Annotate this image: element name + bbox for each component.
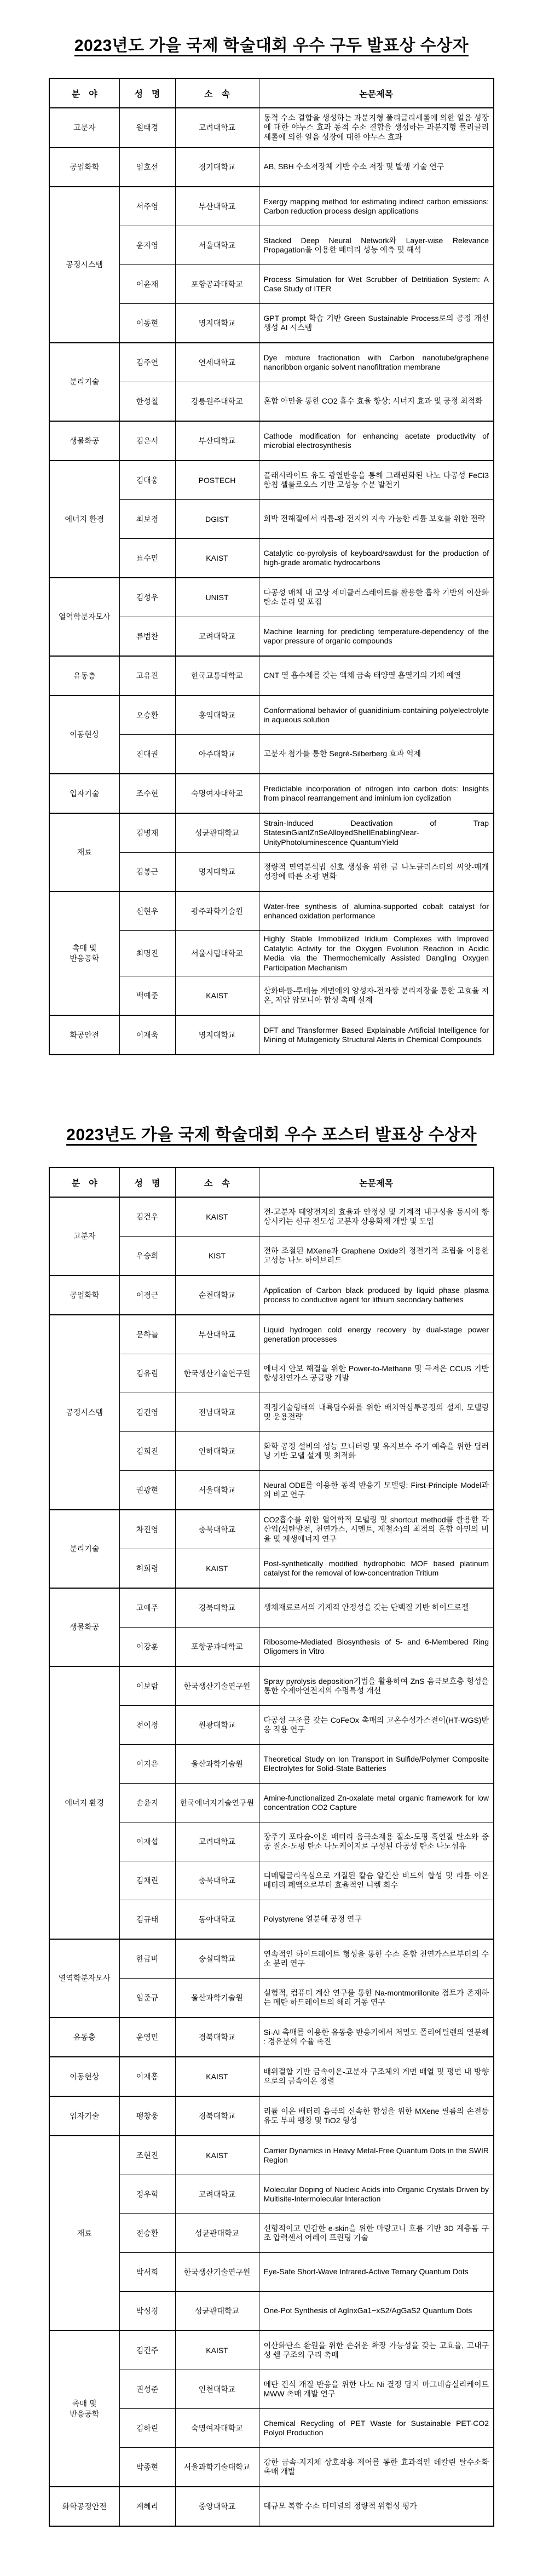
field-cell: 고분자 xyxy=(49,108,119,147)
name-cell: 고예주 xyxy=(119,1588,175,1628)
paper-title-column-header: 논문제목 xyxy=(259,1168,494,1197)
affiliation-cell: 경북대학교 xyxy=(175,1588,259,1628)
affiliation-cell: 한국에너지기술연구원 xyxy=(175,1784,259,1822)
name-column-header: 성 명 xyxy=(119,1168,175,1197)
affiliation-cell: KAIST xyxy=(175,976,259,1016)
field-cell: 생물화공 xyxy=(49,1588,119,1666)
name-cell: 한성철 xyxy=(119,382,175,422)
poster-header-row xyxy=(49,1168,494,1197)
affiliation-cell: 동아대학교 xyxy=(175,1900,259,1940)
affiliation-column-header: 소 속 xyxy=(175,1168,259,1197)
field-cell: 재료 xyxy=(49,813,119,892)
affiliation-cell: 부산대학교 xyxy=(175,187,259,226)
name-cell: 차진영 xyxy=(119,1510,175,1549)
paper-title-cell: 다공성 구조를 갖는 CoFeOx 촉매의 고온수성가스전이(HT-WGS)반응 적용 연구 xyxy=(259,1706,494,1745)
affiliation-cell: 충북대학교 xyxy=(175,1510,259,1549)
paper-title-cell: 희박 전해질에서 리튬-황 전지의 지속 가능한 리튬 보호를 위한 전략 xyxy=(259,500,494,539)
field-cell: 재료 xyxy=(49,2136,119,2331)
table-row xyxy=(49,1588,494,1628)
name-cell: 김채린 xyxy=(119,1861,175,1900)
field-cell: 생물화공 xyxy=(49,421,119,461)
paper-title-cell: 적정기술형태의 내륙담수화를 위한 배치역삼투공정의 설계, 모델링 및 운용전략 xyxy=(259,1393,494,1432)
affiliation-cell: 서울시립대학교 xyxy=(175,931,259,976)
affiliation-cell: 서울과학기술대학교 xyxy=(175,2448,259,2487)
paper-title-cell: 동적 수소 결합을 생성하는 과분지형 폴리글리세롤에 의한 얼음 성장에 대한 야누스 효과 동적 수소 결합을 생성하는 과분지형 폴리글리세롤에 의한 얼음 성장에 대한 야누스 효과 xyxy=(259,108,494,147)
affiliation-cell: 중앙대학교 xyxy=(175,2487,259,2526)
affiliation-cell: POSTECH xyxy=(175,461,259,500)
name-cell: 팽창웅 xyxy=(119,2096,175,2136)
table-row xyxy=(49,1015,494,1055)
table-row xyxy=(49,421,494,461)
name-cell: 이보람 xyxy=(119,1666,175,1706)
table-row xyxy=(49,578,494,617)
field-cell: 열역학분자모사 xyxy=(49,1939,119,2017)
paper-title-cell: Conformational behavior of guanidinium-containing polyelectrolyte in aqueous solution xyxy=(259,695,494,735)
paper-title-cell: 전하 조절된 MXene과 Graphene Oxide의 정전기적 조립을 이용한 고성능 나노 하이브리드 xyxy=(259,1237,494,1276)
affiliation-cell: 포항공과대학교 xyxy=(175,1628,259,1667)
affiliation-cell: 명지대학교 xyxy=(175,1015,259,1055)
affiliation-cell: 순천대학교 xyxy=(175,1275,259,1315)
oral-award-table xyxy=(49,78,494,1055)
name-cell: 손윤지 xyxy=(119,1784,175,1822)
table-row xyxy=(49,1275,494,1315)
paper-title-cell: Polystyrene 열분해 공정 연구 xyxy=(259,1900,494,1940)
field-cell: 에너지 환경 xyxy=(49,461,119,578)
name-cell: 한금비 xyxy=(119,1939,175,1979)
name-cell: 박서희 xyxy=(119,2253,175,2292)
paper-title-cell: 리튬 이온 배터리 음극의 신속한 합성을 위한 MXene 필름의 손전등 유도 부피 팽창 및 TiO2 형성 xyxy=(259,2096,494,2136)
name-cell: 표수민 xyxy=(119,539,175,578)
affiliation-cell: 포항공과대학교 xyxy=(175,265,259,304)
name-cell: 오승환 xyxy=(119,695,175,735)
name-cell: 김병재 xyxy=(119,813,175,853)
affiliation-cell: 서울대학교 xyxy=(175,226,259,265)
name-cell: 김희진 xyxy=(119,1432,175,1471)
affiliation-cell: 인하대학교 xyxy=(175,1432,259,1471)
name-cell: 김건주 xyxy=(119,2331,175,2370)
name-cell: 이동현 xyxy=(119,304,175,343)
name-cell: 서주영 xyxy=(119,187,175,226)
name-cell: 김성우 xyxy=(119,578,175,617)
affiliation-cell: 광주과학기술원 xyxy=(175,892,259,931)
name-cell: 허희령 xyxy=(119,1549,175,1589)
oral-award-title: 2023년도 가을 국제 학술대회 우수 구두 발표상 수상자 xyxy=(74,37,469,55)
name-cell: 박종현 xyxy=(119,2448,175,2487)
paper-title-cell: 장주기 포타슘-이온 배터리 음극소재용 질소-도핑 흑연질 탄소와 중공 질소-도핑 탄소 나노케이지로 구성된 다공성 탄소 나노섬유 xyxy=(259,1822,494,1861)
affiliation-cell: 원광대학교 xyxy=(175,1706,259,1745)
paper-title-cell: 다공성 매체 내 고상 세미클러스레이트를 활용한 흡착 기반의 이산화탄소 분리 및 포집 xyxy=(259,578,494,617)
table-row xyxy=(49,2136,494,2175)
paper-title-cell: Application of Carbon black produced by liquid phase plasma process to conductive agent for lithium secondary batteries xyxy=(259,1275,494,1315)
field-cell: 공정시스템 xyxy=(49,1315,119,1510)
paper-title-cell: 생체재료로서의 기계적 안정성을 갖는 단백질 기반 하이드로젤 xyxy=(259,1588,494,1628)
paper-title-cell: 고분자 첨가를 통한 Segré-Silberberg 효과 억제 xyxy=(259,735,494,774)
affiliation-cell: 연세대학교 xyxy=(175,343,259,382)
affiliation-cell: 고려대학교 xyxy=(175,1822,259,1861)
paper-title-cell: One-Pot Synthesis of AgInxGa1−xS2/AgGaS2 Quantum Dots xyxy=(259,2292,494,2331)
field-cell: 유동층 xyxy=(49,656,119,695)
paper-title-cell: 메탄 건식 개질 반응을 위한 나노 Ni 결정 담지 마그네슘실리케이트 MWW 촉매 개발 연구 xyxy=(259,2370,494,2409)
name-cell: 이지은 xyxy=(119,1745,175,1784)
paper-title-cell: 플래시라이트 유도 광열반응을 통해 그래핀화된 나노 다공성 FeCl3 함침 셀룰로오스 기반 고성능 수분 발전기 xyxy=(259,461,494,500)
paper-title-cell: 정량적 면역분석법 신호 생성을 위한 금 나노클러스터의 씨앗-매개 성장에 따른 소광 변화 xyxy=(259,853,494,892)
name-cell: 김규태 xyxy=(119,1900,175,1940)
name-cell: 엄호선 xyxy=(119,147,175,187)
name-cell: 전승환 xyxy=(119,2214,175,2253)
poster-award-table xyxy=(49,1167,494,2527)
paper-title-cell: AB, SBH 수소저장체 기반 수소 저장 및 발생 기술 연구 xyxy=(259,147,494,187)
paper-title-cell: Dye mixture fractionation with Carbon nanotube/graphene nanoribbon organic solvent nanofiltration membrane xyxy=(259,343,494,382)
paper-title-column-header: 논문제목 xyxy=(259,78,494,108)
field-cell: 공업화학 xyxy=(49,1275,119,1315)
name-cell: 전이정 xyxy=(119,1706,175,1745)
table-row xyxy=(49,2331,494,2370)
affiliation-cell: KAIST xyxy=(175,1549,259,1589)
name-cell: 김은서 xyxy=(119,421,175,461)
name-cell: 김건우 xyxy=(119,1197,175,1237)
table-row xyxy=(49,695,494,735)
table-row xyxy=(49,461,494,500)
field-cell: 입자기술 xyxy=(49,2096,119,2136)
poster-award-section xyxy=(0,1121,543,2527)
paper-title-cell: Spray pyrolysis deposition기법을 활용하여 ZnS 음극보호층 형성을 통한 수계아연전지의 수명특성 개선 xyxy=(259,1666,494,1706)
affiliation-cell: 고려대학교 xyxy=(175,2175,259,2214)
table-row xyxy=(49,1197,494,1237)
name-cell: 조수현 xyxy=(119,774,175,813)
paper-title-cell: 디메틸글리옥심으로 개질된 칼슘 알긴산 비드의 합성 및 리튬 이온 배터리 폐액으로부터 효율적인 니켈 회수 xyxy=(259,1861,494,1900)
paper-title-cell: 강한 금속-지지체 상호작용 제어를 통한 효과적인 데칼린 탈수소화 촉매 개발 xyxy=(259,2448,494,2487)
affiliation-cell: 한국교통대학교 xyxy=(175,656,259,695)
affiliation-cell: 성균관대학교 xyxy=(175,2214,259,2253)
field-cell: 에너지 환경 xyxy=(49,1666,119,1939)
name-cell: 진대권 xyxy=(119,735,175,774)
name-cell: 백예준 xyxy=(119,976,175,1016)
affiliation-cell: KIST xyxy=(175,1237,259,1276)
affiliation-cell: KAIST xyxy=(175,2136,259,2175)
affiliation-cell: 아주대학교 xyxy=(175,735,259,774)
name-cell: 김하린 xyxy=(119,2409,175,2448)
affiliation-cell: 한국생산기술연구원 xyxy=(175,2253,259,2292)
affiliation-cell: 부산대학교 xyxy=(175,1315,259,1354)
affiliation-cell: 전남대학교 xyxy=(175,1393,259,1432)
name-cell: 권성준 xyxy=(119,2370,175,2409)
paper-title-cell: Cathode modification for enhancing acetate productivity of microbial electrosynthesis xyxy=(259,421,494,461)
table-row xyxy=(49,1315,494,1354)
paper-title-cell: Eye-Safe Short-Wave Infrared-Active Ternary Quantum Dots xyxy=(259,2253,494,2292)
oral-award-section xyxy=(0,32,543,1055)
paper-title-cell: Ribosome-Mediated Biosynthesis of 5- and 6-Membered Ring Oligomers in Vitro xyxy=(259,1628,494,1667)
affiliation-cell: 울산과학기술원 xyxy=(175,1745,259,1784)
table-row xyxy=(49,1510,494,1549)
paper-title-cell: Theoretical Study on Ion Transport in Sulfide/Polymer Composite Electrolytes for Solid-State Batteries xyxy=(259,1745,494,1784)
field-cell: 공정시스템 xyxy=(49,187,119,343)
paper-title-cell: 대규모 복합 수소 터미널의 정량적 위험성 평가 xyxy=(259,2487,494,2526)
affiliation-cell: KAIST xyxy=(175,2331,259,2370)
name-cell: 조현진 xyxy=(119,2136,175,2175)
paper-title-cell: CNT 열 흡수체를 갖는 액체 금속 태양열 흡열기의 기체 예열 xyxy=(259,656,494,695)
paper-title-cell: 화학 공정 설비의 성능 모니터링 및 유지보수 주기 예측을 위한 딥러닝 기반 모델 설계 및 최적화 xyxy=(259,1432,494,1471)
affiliation-cell: 숙명여자대학교 xyxy=(175,774,259,813)
table-row xyxy=(49,774,494,813)
name-cell: 원태경 xyxy=(119,108,175,147)
paper-title-cell: 혼합 아민을 통한 CO2 흡수 효율 향상: 시너지 효과 및 공정 최적화 xyxy=(259,382,494,422)
field-cell: 화학공정안전 xyxy=(49,2487,119,2526)
paper-title-cell: Chemical Recycling of PET Waste for Sustainable PET-CO2 Polyol Production xyxy=(259,2409,494,2448)
table-row xyxy=(49,2017,494,2057)
field-cell: 공업화학 xyxy=(49,147,119,187)
paper-title-cell: 선형적이고 민감한 e-skin을 위한 마랑고니 흐름 기반 3D 계층돔 구조 압력센서 어레이 프린팅 기술 xyxy=(259,2214,494,2253)
name-cell: 김유림 xyxy=(119,1354,175,1393)
affiliation-cell: 경기대학교 xyxy=(175,147,259,187)
oral-header-row xyxy=(49,78,494,108)
name-cell: 고유진 xyxy=(119,656,175,695)
name-cell: 류범찬 xyxy=(119,617,175,657)
field-cell: 열역학분자모사 xyxy=(49,578,119,656)
affiliation-cell: KAIST xyxy=(175,1197,259,1237)
paper-title-cell: Catalytic co-pyrolysis of keyboard/sawdust for the production of high-grade aromatic hydrocarbons xyxy=(259,539,494,578)
affiliation-cell: 부산대학교 xyxy=(175,421,259,461)
name-cell: 이경근 xyxy=(119,1275,175,1315)
paper-title-cell: Process Simulation for Wet Scrubber of Detritiation System: A Case Study of ITER xyxy=(259,265,494,304)
affiliation-cell: 서울대학교 xyxy=(175,1471,259,1510)
affiliation-cell: 명지대학교 xyxy=(175,304,259,343)
paper-title-cell: Amine-functionalized Zn-oxalate metal organic framework for low concentration CO2 Capture xyxy=(259,1784,494,1822)
name-cell: 계혜리 xyxy=(119,2487,175,2526)
name-cell: 이강훈 xyxy=(119,1628,175,1667)
affiliation-cell: 성균관대학교 xyxy=(175,2292,259,2331)
paper-title-cell: Molecular Doping of Nucleic Acids into Organic Crystals Driven by Multisite-Intermolecular Interaction xyxy=(259,2175,494,2214)
field-cell: 이동현상 xyxy=(49,2057,119,2096)
affiliation-cell: 경북대학교 xyxy=(175,2017,259,2057)
affiliation-cell: 충북대학교 xyxy=(175,1861,259,1900)
affiliation-cell: 한국생산기술연구원 xyxy=(175,1666,259,1706)
affiliation-cell: 고려대학교 xyxy=(175,108,259,147)
field-cell: 촉매 및 반응공학 xyxy=(49,2331,119,2487)
table-row xyxy=(49,187,494,226)
table-row xyxy=(49,2487,494,2526)
field-cell: 촉매 및 반응공학 xyxy=(49,892,119,1015)
name-cell: 이윤재 xyxy=(119,265,175,304)
name-cell: 김건영 xyxy=(119,1393,175,1432)
table-row xyxy=(49,2096,494,2136)
affiliation-cell: 울산과학기술원 xyxy=(175,1979,259,2018)
paper-title-cell: 산화바륨-루테늄 계면에의 양성자-전자쌍 분리저장을 통한 고효율 저온, 저압 암모니아 합성 촉매 설계 xyxy=(259,976,494,1016)
paper-title-cell: DFT and Transformer Based Explainable Artificial Intelligence for Mining of Mutagenicity Structural Alerts in Chemical Compounds xyxy=(259,1015,494,1055)
paper-title-cell: Highly Stable Immobilized Iridium Complexes with Improved Catalytic Activity for the Oxygen Evolution Reaction in Acidic Media via the Thermochemically Assisted Dangling Oxygen Participation Mechanism xyxy=(259,931,494,976)
affiliation-cell: 경북대학교 xyxy=(175,2096,259,2136)
field-cell: 고분자 xyxy=(49,1197,119,1275)
table-row xyxy=(49,108,494,147)
paper-title-cell: Exergy mapping method for estimating indirect carbon emissions: Carbon reduction process design applications xyxy=(259,187,494,226)
field-cell: 입자기술 xyxy=(49,774,119,813)
affiliation-cell: 홍익대학교 xyxy=(175,695,259,735)
name-cell: 김대웅 xyxy=(119,461,175,500)
paper-title-cell: Neural ODE를 이용한 동적 반응기 모델링: First-Principle Model과의 비교 연구 xyxy=(259,1471,494,1510)
paper-title-cell: Si-Al 촉매를 이용한 유동층 반응기에서 저밀도 폴리에틸렌의 열분해 : 경유분의 수율 촉진 xyxy=(259,2017,494,2057)
field-cell: 이동현상 xyxy=(49,695,119,774)
table-row xyxy=(49,2057,494,2096)
name-cell: 이재홍 xyxy=(119,2057,175,2096)
table-row xyxy=(49,1939,494,1979)
name-cell: 윤영민 xyxy=(119,2017,175,2057)
field-cell: 유동층 xyxy=(49,2017,119,2057)
name-cell: 최명진 xyxy=(119,931,175,976)
field-column-header: 분 야 xyxy=(49,78,119,108)
paper-title-cell: Post-synthetically modified hydrophobic MOF based platinum catalyst for the removal of low-concentration Tritium xyxy=(259,1549,494,1589)
field-column-header: 분 야 xyxy=(49,1168,119,1197)
affiliation-cell: UNIST xyxy=(175,578,259,617)
table-row xyxy=(49,1666,494,1706)
paper-title-cell: GPT prompt 학습 기반 Green Sustainable Process로의 공정 개선 생성 AI 시스템 xyxy=(259,304,494,343)
field-cell: 화공안전 xyxy=(49,1015,119,1055)
paper-title-cell: Carrier Dynamics in Heavy Metal-Free Quantum Dots in the SWIR Region xyxy=(259,2136,494,2175)
affiliation-cell: KAIST xyxy=(175,539,259,578)
name-cell: 이재욱 xyxy=(119,1015,175,1055)
affiliation-cell: DGIST xyxy=(175,500,259,539)
field-cell: 분리기술 xyxy=(49,343,119,421)
name-cell: 윤지영 xyxy=(119,226,175,265)
name-cell: 임준규 xyxy=(119,1979,175,2018)
name-cell: 박성경 xyxy=(119,2292,175,2331)
affiliation-cell: 명지대학교 xyxy=(175,853,259,892)
table-row xyxy=(49,343,494,382)
name-cell: 문하늘 xyxy=(119,1315,175,1354)
paper-title-cell: CO2흡수를 위한 열역학적 모델링 및 shortcut method를 활용한 각 산업(석탄발전, 천연가스, 시멘트, 제철소)의 최적의 혼합 아민의 비율 및 재생에너지 연구 xyxy=(259,1510,494,1549)
name-cell: 김봉근 xyxy=(119,853,175,892)
affiliation-cell: 강릉원주대학교 xyxy=(175,382,259,422)
name-cell: 우승희 xyxy=(119,1237,175,1276)
table-row xyxy=(49,656,494,695)
name-cell: 정우혁 xyxy=(119,2175,175,2214)
affiliation-cell: 한국생산기술연구원 xyxy=(175,1354,259,1393)
paper-title-cell: 이산화탄소 환원을 위한 손쉬운 확장 가능성을 갖는 고효율, 고내구성 쉘 구조의 구리 촉매 xyxy=(259,2331,494,2370)
affiliation-cell: 고려대학교 xyxy=(175,617,259,657)
paper-title-cell: 배위결합 기반 금속이온-고분자 구조체의 계면 배열 및 평면 내 방향으로의 금속이온 정렬 xyxy=(259,2057,494,2096)
paper-title-cell: Strain-Induced Deactivation of Trap StatesinGiantZnSeAlloyedShellEnablingNear-UnityPhotoluminescence QuantumYield xyxy=(259,813,494,853)
name-cell: 최보경 xyxy=(119,500,175,539)
paper-title-cell: Predictable incorporation of nitrogen into carbon dots: Insights from pinacol rearrangement and iminium ion cyclization xyxy=(259,774,494,813)
poster-award-title: 2023년도 가을 국제 학술대회 우수 포스터 발표상 수상자 xyxy=(66,1126,477,1144)
name-cell: 이재섭 xyxy=(119,1822,175,1861)
affiliation-cell: 숙명여자대학교 xyxy=(175,2409,259,2448)
affiliation-cell: 인천대학교 xyxy=(175,2370,259,2409)
paper-title-cell: Water-free synthesis of alumina-supported cobalt catalyst for enhanced oxidation performance xyxy=(259,892,494,931)
paper-title-cell: Liquid hydrogen cold energy recovery by dual-stage power generation processes xyxy=(259,1315,494,1354)
affiliation-cell: 성균관대학교 xyxy=(175,813,259,853)
paper-title-cell: 실험적, 컴퓨터 계산 연구를 통한 Na-montmorillonite 점토가 존재하는 메탄 하드레이트의 해리 거동 연구 xyxy=(259,1979,494,2018)
paper-title-cell: 연속적인 하이드레이트 형성을 통한 수소 혼합 천연가스로부터의 수소 분리 연구 xyxy=(259,1939,494,1979)
paper-title-cell: 에너지 안보 해결을 위한 Power-to-Methane 및 극저온 CCUS 기반 합성천연가스 공급망 개발 xyxy=(259,1354,494,1393)
paper-title-cell: 전-고분자 태양전지의 효율과 안정성 및 기계적 내구성을 동시에 향상시키는 신규 전도성 고분자 상용화제 개발 및 도입 xyxy=(259,1197,494,1237)
table-row xyxy=(49,892,494,931)
table-row xyxy=(49,147,494,187)
paper-title-cell: Machine learning for predicting temperature-dependency of the vapor pressure of organic compounds xyxy=(259,617,494,657)
name-cell: 김주연 xyxy=(119,343,175,382)
affiliation-cell: KAIST xyxy=(175,2057,259,2096)
name-cell: 권광현 xyxy=(119,1471,175,1510)
table-row xyxy=(49,813,494,853)
name-column-header: 성 명 xyxy=(119,78,175,108)
field-cell: 분리기술 xyxy=(49,1510,119,1588)
name-cell: 신현우 xyxy=(119,892,175,931)
affiliation-column-header: 소 속 xyxy=(175,78,259,108)
paper-title-cell: Stacked Deep Neural Network와 Layer-wise Relevance Propagation을 이용한 배터리 성능 예측 및 해석 xyxy=(259,226,494,265)
affiliation-cell: 숭실대학교 xyxy=(175,1939,259,1979)
